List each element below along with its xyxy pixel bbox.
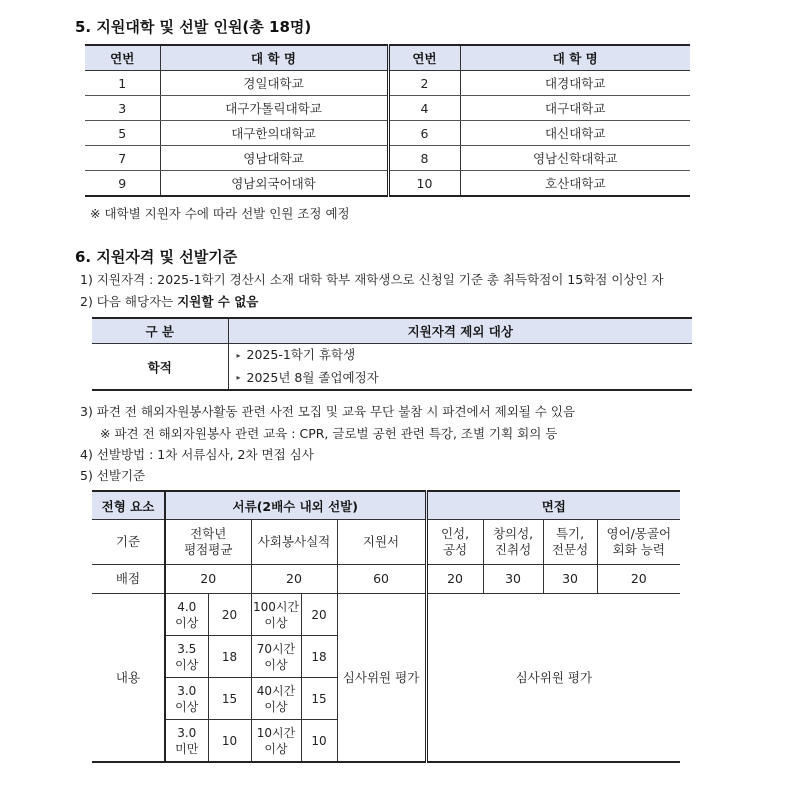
- cell-application-eval: 심사위원 평가: [337, 594, 426, 763]
- cell-creativity-points: 30: [483, 565, 543, 594]
- table-row: [85, 121, 690, 146]
- cell-personality-points: 20: [426, 565, 483, 594]
- row-label: 기준: [92, 520, 165, 565]
- col-header-name: 대 학 명: [460, 45, 690, 71]
- list-item: [237, 344, 693, 367]
- cell-gpa-points: 20: [165, 565, 251, 594]
- cell-no: 9: [85, 171, 160, 197]
- item-2-text: 2) 다음 해당자는: [80, 294, 178, 309]
- col-header-no: 연번: [85, 45, 160, 71]
- eligibility-item-3: 3) 파견 전 해외자원봉사활동 관련 사전 모집 및 교육 무단 불참 시 파견에서 제외될 수 있음: [80, 404, 576, 419]
- list-item: [237, 367, 693, 390]
- cell-no: 10: [388, 171, 460, 197]
- col-header-name: 대 학 명: [160, 45, 388, 71]
- item-2-emphasis: 지원할 수 없음: [177, 294, 259, 309]
- cell-hours-range: 10시간 이상: [251, 720, 301, 763]
- cell-gpa-score: 18: [208, 636, 251, 678]
- cell-personality: 인성, 공성: [426, 520, 483, 565]
- cell-university: 대신대학교: [460, 121, 690, 146]
- eligibility-item-2: [80, 292, 258, 310]
- cell-no: 2: [388, 71, 460, 96]
- table-row: [92, 344, 692, 391]
- col-header-element: 전형 요소: [92, 491, 165, 520]
- cell-exclusion-items: [228, 344, 692, 391]
- table-row: [85, 96, 690, 121]
- cell-no: 3: [85, 96, 160, 121]
- university-table: [85, 44, 690, 197]
- selection-method: 4) 선발방법 : 1차 서류심사, 2차 면접 심사: [80, 447, 314, 462]
- cell-university: 대구가톨릭대학교: [160, 96, 388, 121]
- cell-no: 7: [85, 146, 160, 171]
- cell-university: 대구대학교: [460, 96, 690, 121]
- cell-language: 영어/몽골어 회화 능력: [597, 520, 680, 565]
- col-header-documents: 서류(2배수 내외 선발): [165, 491, 426, 520]
- cell-volunteer-points: 20: [251, 565, 337, 594]
- cell-university: 대구한의대학교: [160, 121, 388, 146]
- table-row-points: [92, 565, 680, 594]
- cell-hours-score: 20: [301, 594, 337, 636]
- table-row: [85, 146, 690, 171]
- table-row-criteria: [92, 520, 680, 565]
- cell-no: 5: [85, 121, 160, 146]
- eligibility-item-1: 1) 지원자격 : 2025-1학기 경산시 소재 대학 학부 재학생으로 신청일 기준 총 취득학점이 15학점 이상인 자: [80, 272, 664, 287]
- list-item-text: 2025년 8월 졸업예정자: [246, 369, 379, 385]
- cell-no: 6: [388, 121, 460, 146]
- cell-interview-eval: 심사위원 평가: [426, 594, 680, 763]
- section5-title: 5. 지원대학 및 선발 인원(총 18명): [75, 18, 312, 36]
- cell-volunteer: 사회봉사실적: [251, 520, 337, 565]
- cell-hours-score: 18: [301, 636, 337, 678]
- col-header-category: 구 분: [92, 318, 228, 344]
- cell-category: 학적: [92, 344, 228, 391]
- triangle-right-icon: ▸: [236, 350, 241, 360]
- cell-gpa-score: 15: [208, 678, 251, 720]
- eligibility-item-3-note: ※ 파견 전 해외자원봉사 관련 교육 : CPR, 글로벌 공헌 관련 특강, 조별 기획 회의 등: [100, 426, 558, 441]
- cell-gpa-score: 20: [208, 594, 251, 636]
- cell-talent: 특기, 전문성: [543, 520, 597, 565]
- table-header-row: [85, 45, 690, 71]
- list-item-text: 2025-1학기 휴학생: [246, 347, 356, 362]
- cell-hours-range: 40시간 이상: [251, 678, 301, 720]
- selection-criteria-label: 5) 선발기준: [80, 468, 146, 483]
- cell-gpa-range: 3.0 이상: [165, 678, 208, 720]
- cell-university: 영남외국어대학: [160, 171, 388, 197]
- cell-application-points: 60: [337, 565, 426, 594]
- cell-creativity: 창의성, 진취성: [483, 520, 543, 565]
- table-header-row: [92, 318, 692, 344]
- cell-university: 대경대학교: [460, 71, 690, 96]
- cell-no: 4: [388, 96, 460, 121]
- row-label: 배점: [92, 565, 165, 594]
- table-row-content: [92, 594, 680, 636]
- cell-gpa-range: 3.5 이상: [165, 636, 208, 678]
- cell-gpa-range: 4.0 이상: [165, 594, 208, 636]
- col-header-interview: 면접: [426, 491, 680, 520]
- row-label: 내용: [92, 594, 165, 763]
- cell-gpa: 전학년 평점평균: [165, 520, 251, 565]
- triangle-right-icon: ▸: [236, 373, 241, 382]
- cell-no: 1: [85, 71, 160, 96]
- cell-application: 지원서: [337, 520, 426, 565]
- exclusion-table: [92, 317, 692, 391]
- table-row: [85, 171, 690, 197]
- cell-hours-range: 70시간 이상: [251, 636, 301, 678]
- cell-hours-score: 15: [301, 678, 337, 720]
- cell-language-points: 20: [597, 565, 680, 594]
- cell-gpa-score: 10: [208, 720, 251, 763]
- cell-university: 영남대학교: [160, 146, 388, 171]
- cell-hours-range: 100시간 이상: [251, 594, 301, 636]
- table-row: [85, 71, 690, 96]
- cell-university: 호산대학교: [545, 176, 606, 191]
- col-header-exclusion: 지원자격 제외 대상: [228, 318, 692, 344]
- section5-note: ※ 대학별 지원자 수에 따라 선발 인원 조정 예정: [90, 206, 350, 221]
- cell-university: 영남신학대학교: [460, 146, 690, 171]
- cell-hours-score: 10: [301, 720, 337, 763]
- section6-title: 6. 지원자격 및 선발기준: [75, 248, 238, 266]
- cell-gpa-range: 3.0 미만: [165, 720, 208, 763]
- col-header-no: 연번: [388, 45, 460, 71]
- cell-university: 경일대학교: [160, 71, 388, 96]
- cell-talent-points: 30: [543, 565, 597, 594]
- cell-no: 8: [388, 146, 460, 171]
- table-header-row: [92, 491, 680, 520]
- criteria-table: [92, 490, 680, 763]
